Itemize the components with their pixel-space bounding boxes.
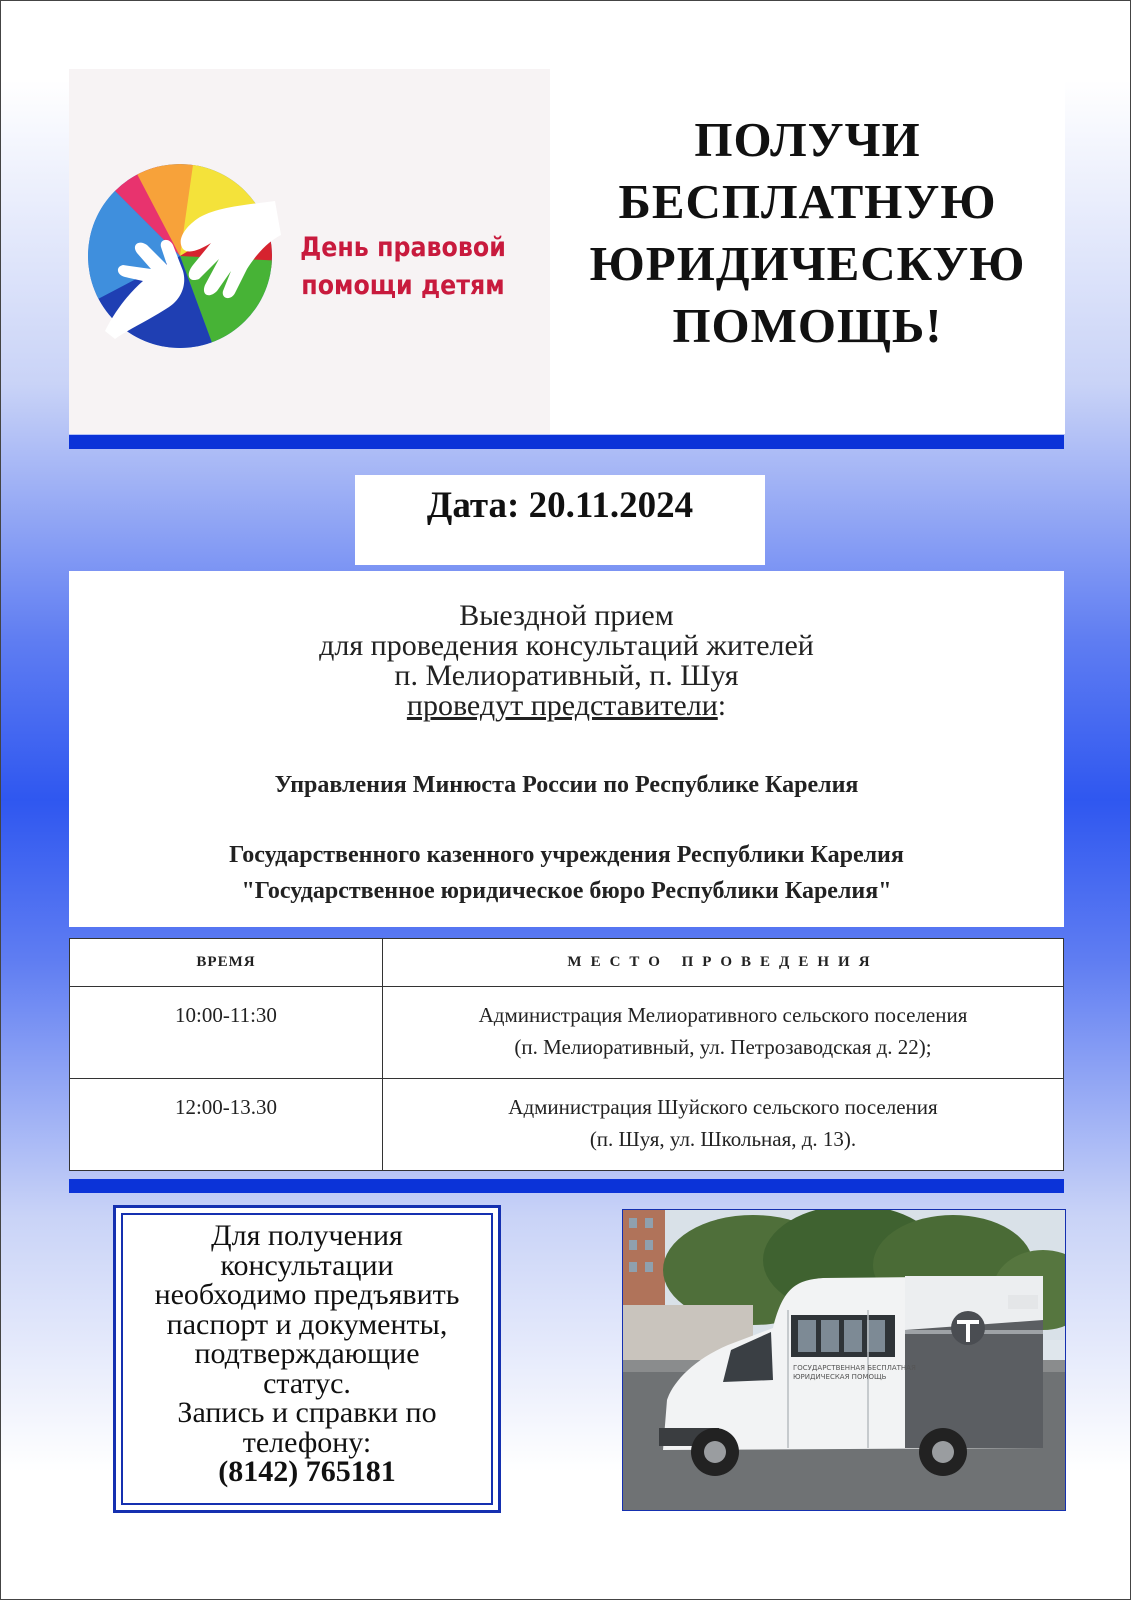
row1-place-line2: (п. Мелиоративный, ул. Петрозаводская д. 22); <box>514 1035 932 1059</box>
info-box <box>69 571 1064 927</box>
row1-time: 10:00-11:30 <box>70 987 383 1079</box>
schedule-table <box>69 938 1064 1171</box>
contact-line8: телефону: <box>242 1425 372 1459</box>
row2-place-line2: (п. Шуя, ул. Школьная, д. 13). <box>589 1127 857 1151</box>
headline-line3: ЮРИДИЧЕСКУЮ <box>589 236 1026 291</box>
info-line3: п. Мелиоративный, п. Шуя <box>394 659 739 692</box>
headline <box>550 109 1065 357</box>
van-side-text-line2: ЮРИДИЧЕСКАЯ ПОМОЩЬ <box>793 1373 887 1381</box>
schedule-header-row <box>70 939 1064 987</box>
table-row <box>70 987 1064 1079</box>
contact-line2: консультации <box>220 1248 394 1282</box>
event-description <box>69 601 1064 721</box>
info-line4-underlined: проведут представители <box>406 689 718 722</box>
info-line4 <box>69 691 1064 721</box>
contact-line1: Для получения <box>211 1219 403 1252</box>
contact-box <box>113 1205 501 1513</box>
headline-line1: ПОЛУЧИ <box>694 112 921 167</box>
logo-caption-line2: помощи детям <box>301 270 505 301</box>
logo-caption <box>293 229 513 305</box>
header-time: ВРЕМЯ <box>70 939 383 987</box>
row1-place <box>383 987 1064 1079</box>
organization-ministry: Управления Минюста России по Республике Карелия <box>274 772 859 798</box>
headline-panel <box>550 69 1065 434</box>
row1-place-line1: Администрация Мелиоративного сельского поселения <box>478 1003 968 1027</box>
van-photo-illustration <box>623 1210 1065 1510</box>
mobile-office-van-photo <box>622 1209 1066 1511</box>
contact-phone: (8142) 765181 <box>218 1455 396 1488</box>
contact-line3: необходимо предъявить <box>154 1278 460 1311</box>
info-line4-colon: : <box>717 689 727 722</box>
table-row <box>70 1079 1064 1171</box>
organization-bureau-line2: "Государственное юридическое бюро Республики Карелия" <box>241 878 892 904</box>
contact-inner-frame <box>121 1213 493 1505</box>
bottom-divider-bar <box>69 1179 1064 1193</box>
organization-bureau-line1: Государственного казенного учреждения Республики Карелия <box>229 842 904 868</box>
info-line1: Выездной прием <box>459 599 674 632</box>
contact-text <box>123 1221 491 1487</box>
van-side-text-line1: ГОСУДАРСТВЕННАЯ БЕСПЛАТНАЯ <box>793 1364 916 1372</box>
contact-line7: Запись и справки по <box>177 1396 437 1429</box>
contact-line4: паспорт и документы, <box>166 1307 448 1341</box>
header-place: МЕСТО ПРОВЕДЕНИЯ <box>383 939 1064 987</box>
logo-panel <box>69 69 550 434</box>
contact-line5: подтверждающие <box>194 1337 420 1370</box>
date-box <box>355 475 765 565</box>
info-line2: для проведения консультаций жителей <box>319 629 814 662</box>
headline-line2: БЕСПЛАТНУЮ <box>618 174 997 229</box>
event-date: Дата: 20.11.2024 <box>426 485 694 526</box>
children-legal-aid-day-logo <box>85 161 285 351</box>
top-divider-bar <box>69 435 1064 449</box>
row2-place <box>383 1079 1064 1171</box>
contact-line6: статус. <box>263 1366 351 1400</box>
logo-caption-line1: День правовой <box>300 232 506 263</box>
row2-place-line1: Администрация Шуйского сельского поселения <box>508 1095 938 1119</box>
organization-bureau <box>69 837 1064 909</box>
headline-line4: ПОМОЩЬ! <box>672 298 943 353</box>
row2-time: 12:00-13.30 <box>70 1079 383 1171</box>
